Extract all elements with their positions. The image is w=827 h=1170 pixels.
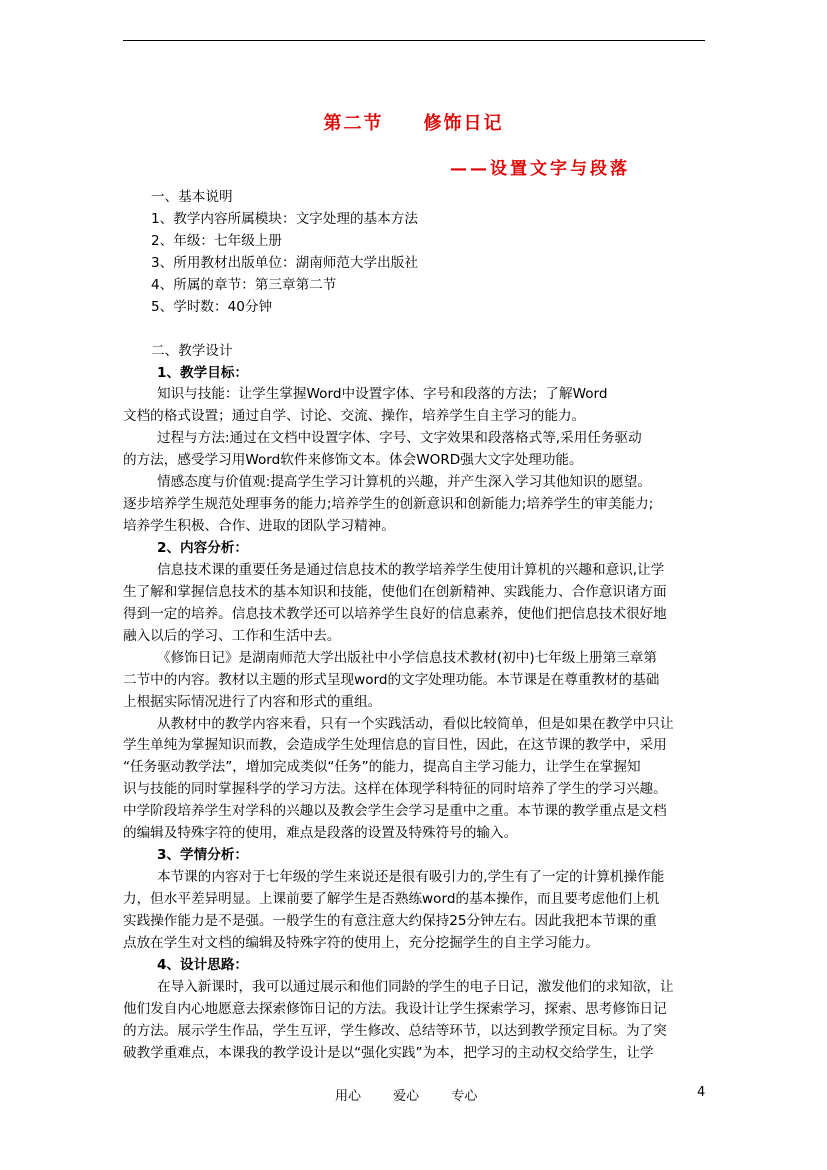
text-line: 实践操作能力是不是强。一般学生的有意注意大约保持25分钟左右。因此我把本节课的重 xyxy=(123,912,657,929)
footer-mottos xyxy=(335,1085,505,1104)
text-line: 二节中的内容。教材以主题的形式呈现word的文字处理功能。本节课是在尊重教材的基础 xyxy=(123,671,660,688)
section-subtitle: ——设置文字与段落 xyxy=(450,159,630,179)
text-line: 上根据实际情况进行了内容和形式的重组。 xyxy=(123,693,382,710)
section-heading: 3、学情分析： xyxy=(157,847,249,864)
text-line: 学生单纯为掌握知识而教，会造成学生处理信息的盲目性，因此，在这节课的教学中，采用 xyxy=(123,737,667,754)
text-line: 1、教学内容所属模块：文字处理的基本方法 xyxy=(151,210,418,227)
document-body xyxy=(123,187,706,1065)
text-line: 在导入新课时，我可以通过展示和他们同龄的学生的电子日记，激发他们的求知欲，让 xyxy=(157,978,674,995)
text-line: 他们发自内心地愿意去探索修饰日记的方法。我设计让学生探索学习，探索、思考修饰日记 xyxy=(123,1000,667,1017)
section-heading: 1、教学目标： xyxy=(157,364,249,381)
text-line: 逐步培养学生规范处理事务的能力;培养学生的创新意识和创新能力;培养学生的审美能力; xyxy=(123,496,654,513)
text-line: 3、所用教材出版单位：湖南师范大学出版社 xyxy=(151,254,418,271)
text-line: 文档的格式设置；通过自学、讨论、交流、操作，培养学生自主学习的能力。 xyxy=(123,408,586,425)
footer-motto: 爱心 xyxy=(393,1089,420,1104)
blank-line xyxy=(123,319,706,341)
text-line: 的方法，感受学习用Word软件来修饰文本。体会WORD强大文字处理功能。 xyxy=(123,452,583,469)
section-heading: 4、设计思路： xyxy=(157,956,249,973)
text-line: 过程与方法:通过在文档中设置字体、字号、文字效果和段落格式等,采用任务驱动 xyxy=(157,430,642,447)
text-line: 的编辑及特殊字符的使用，难点是段落的设置及特殊符号的输入。 xyxy=(123,825,518,842)
text-line: 信息技术课的重要任务是通过信息技术的教学培养学生使用计算机的兴趣和意识,让学 xyxy=(157,561,665,578)
text-line: 5、学时数：40分钟 xyxy=(151,298,273,315)
text-line: 4、所属的章节：第三章第二节 xyxy=(151,276,337,293)
section-heading: 2、内容分析： xyxy=(157,540,249,556)
header-rule xyxy=(123,40,705,41)
text-line: 融入以后的学习、工作和生活中去。 xyxy=(123,627,341,644)
text-line: 破教学重难点，本课我的教学设计是以“强化实践”为本，把学习的主动权交给学生，让学 xyxy=(123,1044,654,1061)
text-line: 本节课的内容对于七年级的学生来说还是很有吸引力的,学生有了一定的计算机操作能 xyxy=(157,869,665,886)
text-line: 情感态度与价值观:提高学生学习计算机的兴趣，并产生深入学习其他知识的愿望。 xyxy=(157,474,651,491)
text-line: 2、年级：七年级上册 xyxy=(151,232,282,249)
text-line: 培养学生积极、合作、进取的团队学习精神。 xyxy=(123,518,395,535)
text-line: 力，但水平差异明显。上课前要了解学生是否熟练word的基本操作，而且要考虑他们上机 xyxy=(123,891,660,907)
text-line: 识与技能的同时掌握科学的学习方法。这样在体现学科特征的同时培养了学生的学习兴趣。 xyxy=(123,781,667,798)
section-title: 第二节 修饰日记 xyxy=(323,113,504,134)
text-line: 得到一定的培养。信息技术教学还可以培养学生良好的信息素养，使他们把信息技术很好地 xyxy=(123,605,667,622)
footer-motto: 用心 xyxy=(335,1089,362,1104)
text-line: 二、教学设计 xyxy=(151,342,233,359)
text-line: 点放在学生对文档的编辑及特殊字符的使用上，充分挖掘学生的自主学习能力。 xyxy=(123,934,599,951)
text-line: 从教材中的教学内容来看，只有一个实践活动，看似比较简单，但是如果在教学中只让 xyxy=(157,715,674,732)
text-line: “任务驱动教学法”，增加完成类似“任务”的能力，提高自主学习能力，让学生在掌握知 xyxy=(123,759,641,776)
text-line: 中学阶段培养学生对学科的兴趣以及教会学生会学习是重中之重。本节课的教学重点是文档 xyxy=(123,803,667,820)
text-line: 知识与技能：让学生掌握Word中设置字体、字号和段落的方法；了解Word xyxy=(157,386,608,403)
text-line: 一、基本说明 xyxy=(151,189,233,205)
text-line: 《修饰日记》是湖南师范大学出版社中小学信息技术教材(初中)七年级上册第三章第 xyxy=(157,649,657,666)
text-line: 生了解和掌握信息技术的基本知识和技能，使他们在创新精神、实践能力、合作意识诸方面 xyxy=(123,583,667,600)
footer-motto: 专心 xyxy=(451,1089,478,1104)
page-number: 4 xyxy=(697,1085,706,1100)
text-line: 的方法。展示学生作品，学生互评，学生修改、总结等环节，以达到教学预定目标。为了突 xyxy=(123,1022,667,1039)
